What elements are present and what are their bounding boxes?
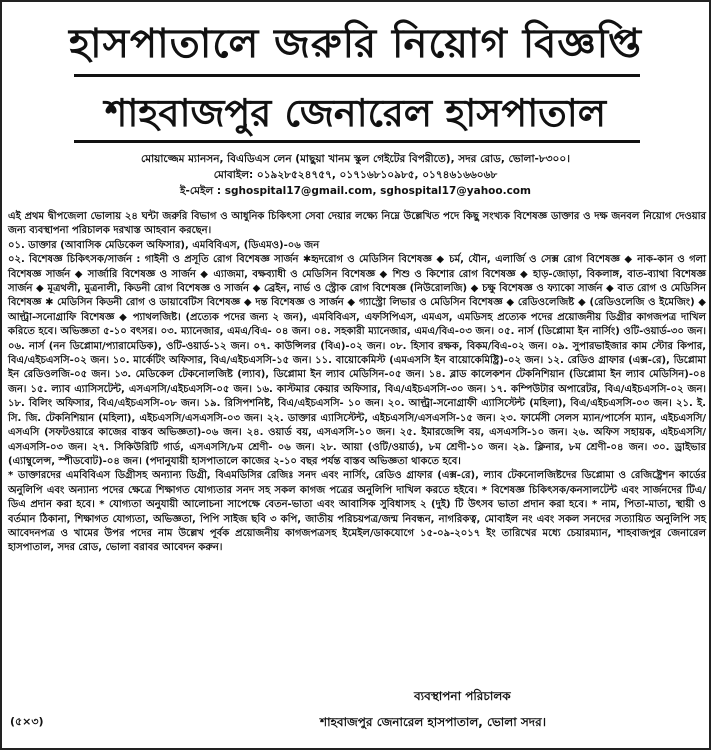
hospital-mobile: মোবাইল: ০১৯২৮৫২৪৭৫৭, ০১৭১৬৮১০৯৮৫, ০১৭৪৬১৬৬০৬৮: [213, 169, 498, 181]
hospital-email: ই-মেইল : sghospital17@gmail.com, sghospital17@yahoo.com: [180, 185, 531, 197]
hospital-name: শাহবাজপুর জেনারেল হাসপাতাল: [104, 91, 607, 135]
signature-designation: ব্যবস্থাপনা পরিচালক: [414, 689, 511, 703]
position-item-1: ০১. ডাক্তার (আবাসিক মেডিকেল অফিসার), এমবিবিএস, (ডিএমও)-০৬ জন: [8, 239, 320, 251]
application-notes: * ডাক্তারদের এমবিবিএস ডিগ্রীসহ অন্যান্য ডিগ্রী, বিএমডিসির রেজিঃ সনদ এবং নার্সিং, রেডিও গ্রাফার (এক্স-রে), ল্যাব টেকনোলজিষ্টদের ডিপ্লোমা ও রেজিষ্ট্রেশন কার্ডের অনুলিপি এবং অন্যান্য পদের ক্ষেত্রে শিক্ষাগত যোগ্যতার সনদ সহ সকল কাগজ পত্রের অনুলিপি দাখিল করতে হইবে। * বিশেষজ্ঞ চিকিৎসক/কনসালটেন্ট এবং সার্জনদের টিএ/ডিএ প্রদান করা হবে। * যোগ্যতা অনুযায়ী আলোচনা সাপেক্ষে বেতন-ভাতা এবং আবাসিক সুবিধাসহ ২ (দুই) টি উৎসব ভাতা প্রদান করা হবে। * নাম, পিতা-মাতা, স্থায়ী ও বর্তমান ঠিকানা, শিক্ষাগত যোগ্যতা, অভিজ্ঞতা, পিপি সাইজ ছবি ৩ কপি, জাতীয় পরিচয়পত্র/জন্ম নিবন্ধন, নাগরিকত্ব, মোবাইল নং এবং সকল সনদের সত্যায়িত অনুলিপি সহ আবেদনপত্র ও খামের উপর পদের নাম উল্লেখ পূর্বক প্রয়োজনীয় কাগজপত্রসহ ইমেইল/ডাকযোগে ১৫-০৯-২০১৭ ইং তারিখের মধ্যে চেয়ারম্যান, শাহবাজপুর জেনারেল হাসপাতাল, সদর রোড, ভোলা বরাবর আবেদন করুন।: [8, 470, 706, 554]
intro-paragraph: এই প্রথম দ্বীপজেলা ভোলায় ২৪ ঘন্টা জরুরি বিভাগ ও আধুনিক চিকিৎসা সেবা দেয়ার লক্ষ্যে নিম্নে উল্লেখিত পদে কিছু সংখ্যক বিশেষজ্ঞ ডাক্তার ও দক্ষ জনবল নিয়োগ দেওয়ার জন্য ব্যবস্থাপনা পরিচালক দরখাস্ত আহবান করছেন।: [8, 211, 706, 237]
hospital-address: মোয়াজ্জেম ম্যানসন, বিএডিএস লেন (মাছুয়া খানম স্কুল গেইটের বিপরীতে), সদর রোড, ভোলা-৮৩০০।: [141, 153, 570, 165]
title-divider: [74, 74, 640, 77]
signature-place: শাহবাজপুর জেনারেল হাসপাতাল, ভোলা সদর।: [320, 715, 547, 729]
name-divider: [74, 140, 640, 143]
ad-size-code: (৫×৩): [10, 715, 44, 728]
position-list: ০২. বিশেষজ্ঞ চিকিৎসক/সার্জন : গাইনী ও প্রসূতি রোগ বিশেষজ্ঞ সার্জন ✱হৃদরোগ ও মেডিসিন বিশেষজ্ঞ ◆ চর্ম, যৌন, এলার্জি ও সেক্স রোগ বিশেষজ্ঞ ◆ নাক-কান ও গলা বিশেষজ্ঞ সার্জন ◆ সার্জারি বিশেষজ্ঞ ও সার্জন ◆ এ্যাজমা, বক্ষব্যাধী ও মেডিসিন বিশেষজ্ঞ ◆ শিশু ও কিশোর রোগ বিশেষজ্ঞ ◆ হাড়-জোড়া, বিকলাঙ্গ, বাত-ব্যাথা বিশেষজ্ঞ সার্জন ◆ মূত্রথলী, মুত্রনালী, কিডনী রোগ বিশেষজ্ঞ ও সার্জন ◆ ব্রেইন, নার্ভ ও স্ট্রোক রোগ বিশেষজ্ঞ (নিউরোলজি) ◆ চক্ষু বিশেষজ্ঞ ও ফ্যাকো সার্জন ◆ বাত রোগ ও মেডিসিন বিশেষজ্ঞ ✱ মেডিসিন কিডনী রোগ ও ডায়াবেটিস বিশেষজ্ঞ ◆ দন্ত বিশেষজ্ঞ ও সার্জন ◆ গ্যাস্ট্রো লিভার ও মেডিসিন বিশেষজ্ঞ ◆ রেডিওলেজিষ্ট ◆ (রেডিওলেজি ও ইমেজিং) ◆ আল্ট্রা-সনোগ্রাফি বিশেষজ্ঞ ◆ প্যাথলজিষ্ট। (প্রত্যেক পদের জন্য ২ জন), এমবিবিএস, এফসিপিএস, এমএস, এমডিসহ প্রত্যেক পদের প্রয়োজনীয় ডিগ্রীর কাগজপত্র দাখিল করিতে হবে। অভিজ্ঞতা ৫-১০ বৎসর। ০৩. ম্যানেজার, এমএ/বিএ- ০৪ জন। ০৪. সহকারী ম্যানেজার, এমএ/বিএ-০৩ জন। ০৫. নার্স (ডিপ্লোমা ইন নার্সিং) ওটি-ওয়ার্ড-৩০ জন। ০৬. নার্স (নন ডিপ্লোমা/প্যারামেডিক), ওটি-ওয়ার্ড-১২ জন। ০৭. কাউন্সিলর (বিএ)-০২ জন। ০৮. হিসাব রক্ষক, বিকম/বিএ-০২ জন। ০৯. সুপারভাইজার কাম স্টোর কিপার, বিএ/এইচএসসি-০২ জন। ১০. মার্কেটিং অফিসার, বিএ/এইচএসসি-১৫ জন। ১১. বায়োকেমিস্ট (এমএসসি ইন বায়োকেমিষ্ট্রি)-০২ জন। ১২. রেডিও গ্রাফার (এক্স-রে), ডিপ্লোমা ইন রেডিওলজি-০৫ জন। ১৩. মেডিকেল টেকনোলজিষ্ট (ল্যাব), ডিপ্লোমা ইন ল্যাব মেডিসিন-০৫ জন। ১৪. ব্লাড কালেকশন টেকনিশিয়ান (ডিপ্লোমা ইন ল্যাব মেডিসিন)-০৪ জন। ১৫. ল্যাব এ্যাসিসটেন্ট, এসএসসি/এইচএসসি-০৫ জন। ১৬. কাস্টমার কেয়ার অফিসার, বিএ/এইচএসসি-৩০ জন। ১৭. কম্পিউটার অপারেটর, বিএ/এইচএসসি-০২ জন। ১৮. বিলিং অফিসার, বিএ/এইচএসসি-০৮ জন। ১৯. রিসিপশনিষ্ট, বিএ/এইচএসসি- ১০ জন। ২০. আল্ট্রা-সনোগ্রাফী এ্যাসিস্টেন্ট (মহিলা), বিএ/এইচএসসি-০৩ জন। ২১. ই. সি. জি. টেকনিশিয়ান (মহিলা), এইচএসসি/এসএসসি-০৩ জন। ২২. ডাক্তার এ্যাসিস্টেন্ট, এইচএসসি/এসএসসি-১৫ জন। ২৩. ফার্মেসী সেলস ম্যান/পার্সেস ম্যান, এইচএসসি/এসএসি (সফটওয়ারে কাজের বাস্তব অভিজ্ঞতা)-০৬ জন। ২৪. ওয়ার্ড বয়, এসএসসি-১০ জন। ২৫. ইমারজেন্সি বয়, এসএসসি-১০ জন। ২৬. অফিস সহায়ক, এইচএসসি/এসএসসি-০৩ জন। ২৭. সিকিউরিটি গার্ড, এসএসসি/৮ম শ্রেণী- ০৬ জন। ২৮. আয়া (ওটি/ওয়ার্ড), ৮ম শ্রেণী-১০ জন। ২৯. ক্লিনার, ৮ম শ্রেণী-০৪ জন। ৩০. ড্রাইভার (এ্যাম্বুলেন্স, স্পীডবোট)-০৪ জন। (পদানুযায়ী হাসপাতালে কাজের ২-১০ বছর পর্যন্ত বাস্তব অভিজ্ঞতা থাকতে হবে।: [8, 254, 706, 467]
notice-body: [8, 210, 706, 556]
page-title: হাসপাতালে জরুরি নিয়োগ বিজ্ঞপ্তি: [68, 21, 643, 67]
